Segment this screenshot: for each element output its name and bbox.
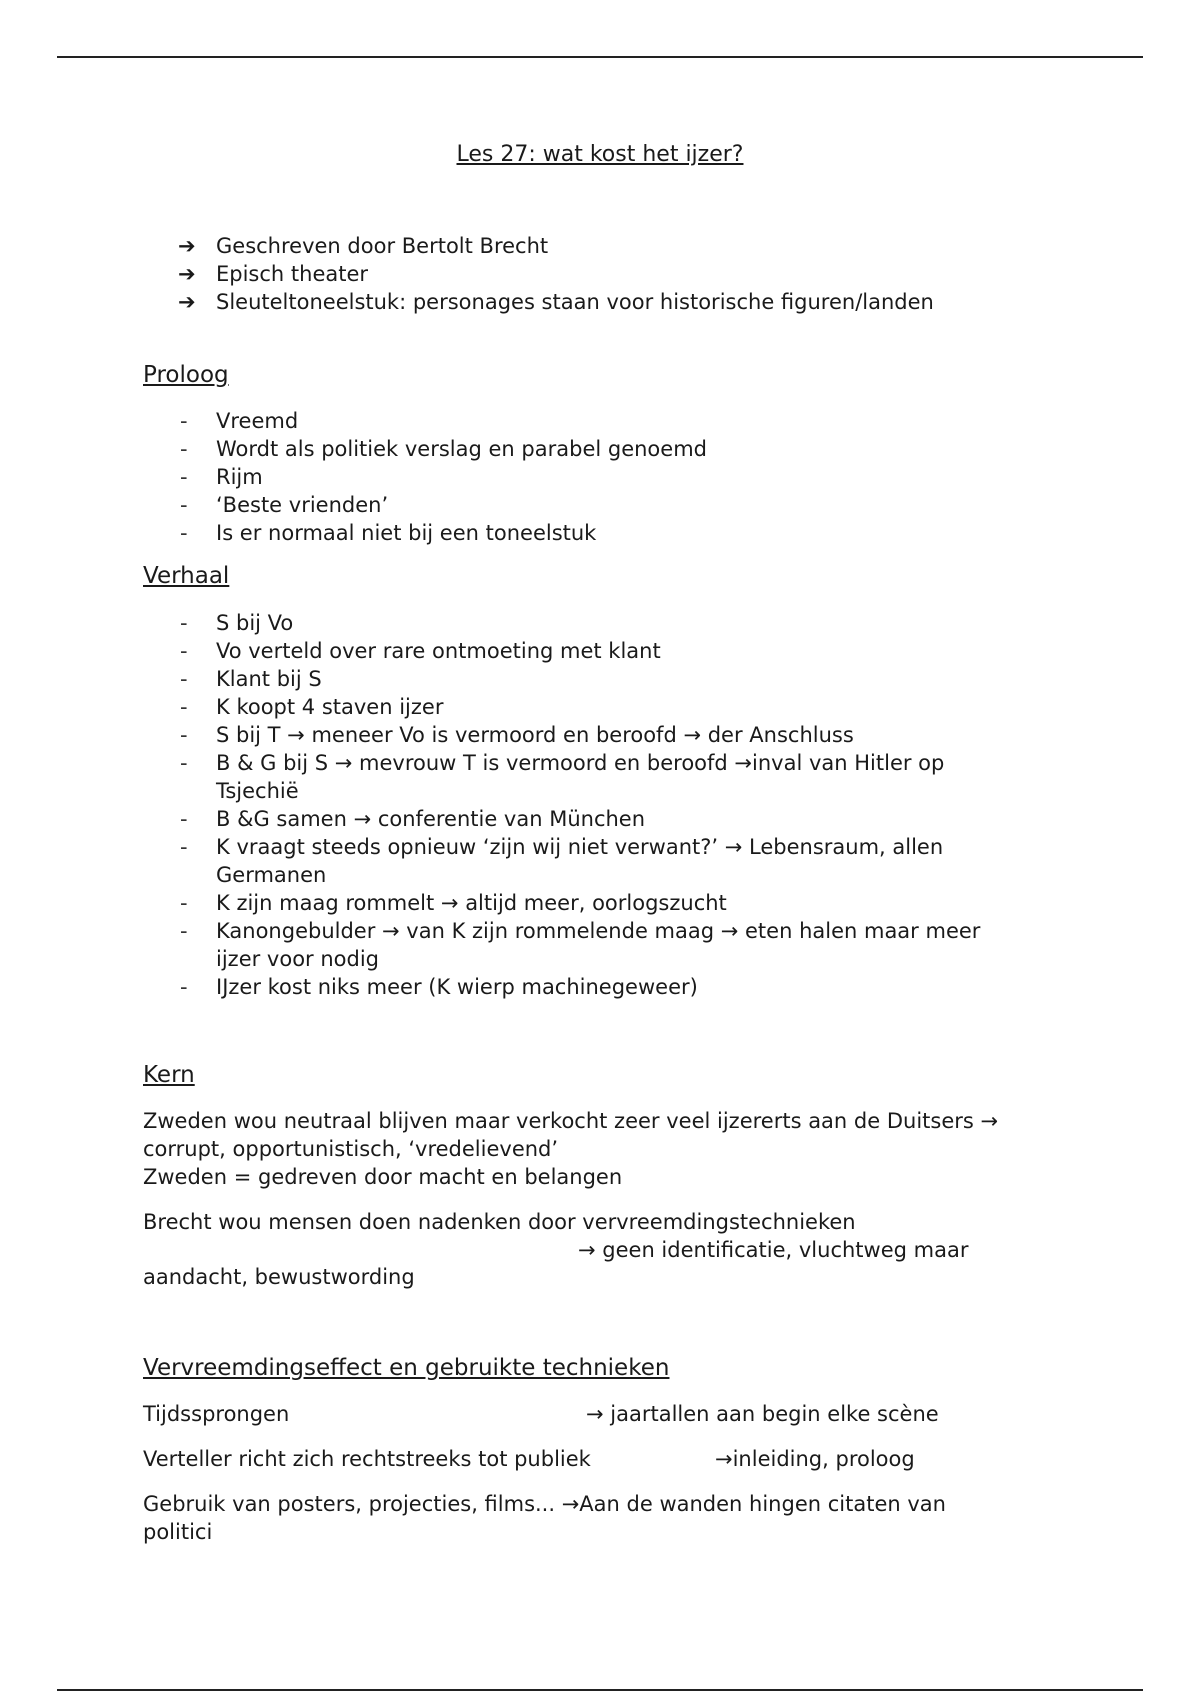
section-heading-verhaal: Verhaal <box>143 563 230 589</box>
list-item: - Wordt als politiek verslag en parabel genoemd <box>180 437 707 461</box>
list-item: - K koopt 4 staven ijzer <box>180 695 444 719</box>
section-heading-proloog: Proloog <box>143 362 229 388</box>
list-item-continuation: ijzer voor nodig <box>216 947 380 971</box>
list-item: ➔ Geschreven door Bertolt Brecht <box>178 234 549 258</box>
section-heading-kern: Kern <box>143 1062 195 1088</box>
kern-paragraph-1: Zweden wou neutraal blijven maar verkocht zeer veel ijzererts aan de Duitsers → corrupt, opportunistisch, ‘vredelievend’ Zweden = gedreven door macht en belangen <box>143 1109 999 1189</box>
arrow-icon: ➔ <box>178 290 196 314</box>
list-item: - Vo verteld over rare ontmoeting met klant <box>180 639 661 663</box>
list-item: - S bij T → meneer Vo is vermoord en beroofd → der Anschluss <box>180 723 854 747</box>
list-item: - K vraagt steeds opnieuw ‘zijn wij niet verwant?’ → Lebensraum, allen <box>180 835 944 859</box>
list-item: ➔ Episch theater <box>178 262 369 286</box>
arrow-icon: ➔ <box>178 262 196 286</box>
list-item: - K zijn maag rommelt → altijd meer, oorlogszucht <box>180 891 727 915</box>
list-item: - Klant bij S <box>180 667 322 691</box>
list-item: ➔ Sleuteltoneelstuk: personages staan voor historische figuren/landen <box>178 290 934 314</box>
technique-row-left: politici <box>143 1520 213 1544</box>
list-item: - ‘Beste vrienden’ <box>180 493 389 517</box>
technique-row-right: → jaartallen aan begin elke scène <box>586 1402 939 1426</box>
list-item: - B &G samen → conferentie van München <box>180 807 646 831</box>
footer-rule <box>57 1689 1143 1691</box>
kern-paragraph-2-line-3: aandacht, bewustwording <box>143 1265 415 1289</box>
verhaal-list <box>178 609 980 1001</box>
list-item-continuation: Tsjechië <box>216 779 299 803</box>
list-item: - Rijm <box>180 465 263 489</box>
header-rule <box>57 56 1143 58</box>
technique-row-left: Verteller richt zich rechtstreeks tot publiek <box>143 1447 591 1471</box>
kern-paragraph-2-line-2: → geen identificatie, vluchtweg maar <box>578 1238 969 1262</box>
list-item: - B & G bij S → mevrouw T is vermoord en beroofd →inval van Hitler op <box>180 751 945 775</box>
arrow-icon: ➔ <box>178 234 196 258</box>
section-heading-vervreemding: Vervreemdingseffect en gebruikte technieken <box>143 1355 670 1381</box>
intro-list <box>178 232 934 316</box>
technique-row-right: →inleiding, proloog <box>715 1447 915 1471</box>
technique-row-left: Tijdssprongen <box>143 1402 290 1426</box>
list-item-continuation: Germanen <box>216 863 327 887</box>
list-item: - Kanongebulder → van K zijn rommelende maag → eten halen maar meer <box>180 919 981 943</box>
page-title: Les 27: wat kost het ijzer? <box>456 142 744 167</box>
list-item: - S bij Vo <box>180 611 294 635</box>
list-item: - Is er normaal niet bij een toneelstuk <box>180 521 597 545</box>
list-item: - Vreemd <box>180 409 299 433</box>
list-item: - IJzer kost niks meer (K wierp machinegeweer) <box>180 975 698 999</box>
proloog-list <box>178 407 707 547</box>
kern-paragraph-2-line-1: Brecht wou mensen doen nadenken door vervreemdingstechnieken <box>143 1210 856 1234</box>
technique-row-left: Gebruik van posters, projecties, films... →Aan de wanden hingen citaten van <box>143 1492 946 1516</box>
